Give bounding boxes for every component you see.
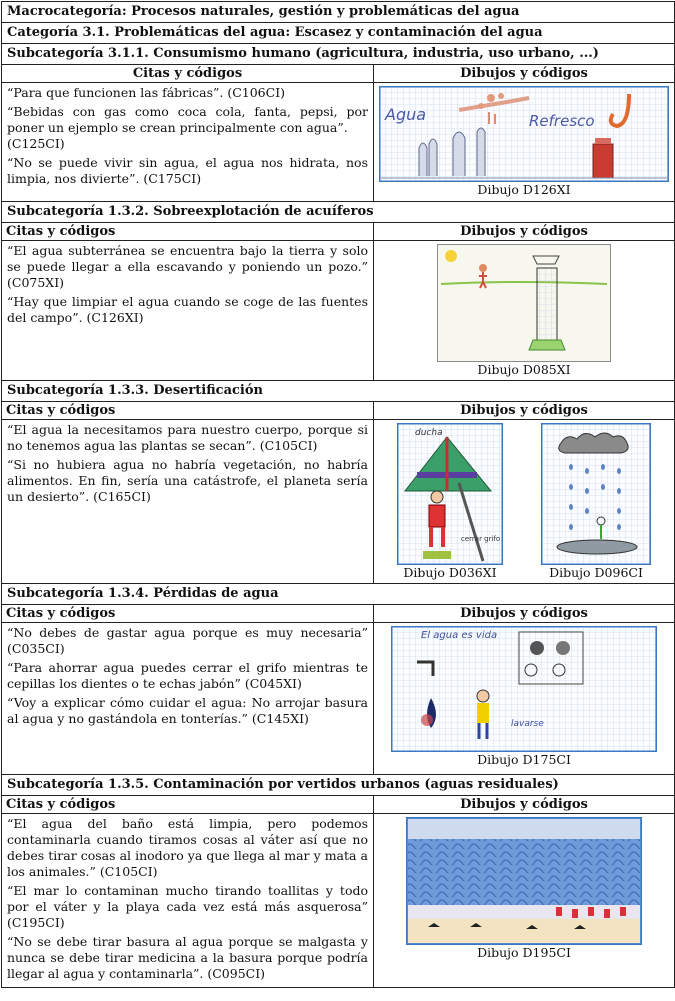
quote: “El agua del baño está limpia, pero podemos contaminarla cuando tiramos cosas al váter así que no debes tirar cosas al inodoro ya que llega al mar y mata a los animales.” (C105CI) xyxy=(7,816,368,879)
quotes-cell xyxy=(2,420,374,584)
drawing-d036xi xyxy=(397,423,503,565)
quote: “No se debe tirar basura al agua porque se malgasta y nunca se debe tirar medicina a la basura porque podría llegar al agua y contaminarla”. (C095CI) xyxy=(7,934,368,981)
drawing-label: Refresco xyxy=(529,112,595,130)
drawing-cell xyxy=(374,623,675,775)
quote: “Voy a explicar cómo cuidar el agua: No arrojar basura al agua y no gastándola en tonterías.” (C145XI) xyxy=(7,695,368,726)
quotes-cell xyxy=(2,241,374,381)
quotes-column-header: Citas y códigos xyxy=(2,796,374,814)
quote-code: (C125CI) xyxy=(7,136,65,151)
drawings-column-header: Dibujos y códigos xyxy=(374,65,675,83)
drawing-d096ci xyxy=(541,423,651,565)
drawing-label: Agua xyxy=(385,105,427,124)
drawing-cell xyxy=(374,814,675,988)
quote: “Si no hubiera agua no habría vegetación, no habría alimentos. En fin, sería una catástrofe, el planeta sería un desierto”. (C165CI) xyxy=(7,457,368,504)
subcategory-title: Subcategoría 1.3.2. Sobreexplotación de acuíferos xyxy=(2,202,675,223)
drawing-label: ducha xyxy=(415,428,443,438)
quotes-cell xyxy=(2,83,374,202)
quote: “El agua la necesitamos para nuestro cuerpo, porque si no tenemos agua las plantas se secan”. (C105CI) xyxy=(7,422,368,453)
quote: “Hay que limpiar el agua cuando se coge de las fuentes del campo”. (C126XI) xyxy=(7,294,368,325)
macro-category: Macrocategoría: Procesos naturales, gestión y problemáticas del agua xyxy=(2,2,675,23)
quote: “El agua subterránea se encuentra bajo la tierra y solo se puede llegar a ella escavando y poniendo un pozo.” (C075XI) xyxy=(7,243,368,290)
quotes-column-header: Citas y códigos xyxy=(2,402,374,420)
quote: “Para que funcionen las fábricas”. (C106CI) xyxy=(7,85,286,100)
drawing-cell xyxy=(374,420,675,584)
subcategory-title: Subcategoría 1.3.5. Contaminación por vertidos urbanos (aguas residuales) xyxy=(2,775,675,796)
drawings-column-header: Dibujos y códigos xyxy=(374,796,675,814)
subcategory-title: Subcategoría 1.3.4. Pérdidas de agua xyxy=(2,584,675,605)
drawing-caption: Dibujo D096CI xyxy=(549,565,643,580)
drawing-d175ci xyxy=(391,626,657,752)
subcategory-title: Subcategoría 1.3.3. Desertificación xyxy=(2,381,675,402)
category-title: Categoría 3.1. Problemáticas del agua: Escasez y contaminación del agua xyxy=(2,23,675,44)
drawing-d085xi xyxy=(437,244,611,362)
drawing-caption: Dibujo D085XI xyxy=(477,362,571,377)
quotes-column-header: Citas y códigos xyxy=(2,223,374,241)
drawing-cell xyxy=(374,83,675,202)
quote: “No se puede vivir sin agua, el agua nos hidrata, nos limpia, nos divierte”. (C175CI) xyxy=(7,155,368,186)
quotes-column-header: Citas y códigos xyxy=(2,65,374,83)
drawing-caption: Dibujo D036XI xyxy=(403,565,497,580)
drawings-column-header: Dibujos y códigos xyxy=(374,402,675,420)
drawing-label: cerrar grifo xyxy=(461,535,501,543)
drawing-d126xi xyxy=(379,86,669,182)
quote: “Bebidas con gas como coca cola, fanta, pepsi, por poner un ejemplo se crean principalmente con agua”. xyxy=(7,104,368,135)
quote: “Para ahorrar agua puedes cerrar el grifo mientras te cepillas los dientes o te echas jabón” (C045XI) xyxy=(7,660,368,691)
drawings-column-header: Dibujos y códigos xyxy=(374,605,675,623)
drawing-label: El agua es vida xyxy=(421,630,498,641)
subcategory-title: Subcategoría 3.1.1. Consumismo humano (agricultura, industria, uso urbano, ...) xyxy=(2,44,675,65)
drawing-label: lavarse xyxy=(511,719,544,729)
drawing-cell xyxy=(374,241,675,381)
drawing-caption: Dibujo D126XI xyxy=(477,182,571,197)
quotes-cell xyxy=(2,623,374,775)
drawing-caption: Dibujo D195CI xyxy=(477,945,571,960)
drawing-d195ci xyxy=(406,817,642,945)
categories-table xyxy=(1,1,675,988)
quote: “No debes de gastar agua porque es muy necesaria” (C035CI) xyxy=(7,625,368,656)
quote: “El mar lo contaminan mucho tirando toallitas y todo por el váter y la playa cada vez está más asquerosa” (C195CI) xyxy=(7,883,368,930)
drawing-caption: Dibujo D175CI xyxy=(477,752,571,767)
quotes-column-header: Citas y códigos xyxy=(2,605,374,623)
quotes-cell xyxy=(2,814,374,988)
drawings-column-header: Dibujos y códigos xyxy=(374,223,675,241)
